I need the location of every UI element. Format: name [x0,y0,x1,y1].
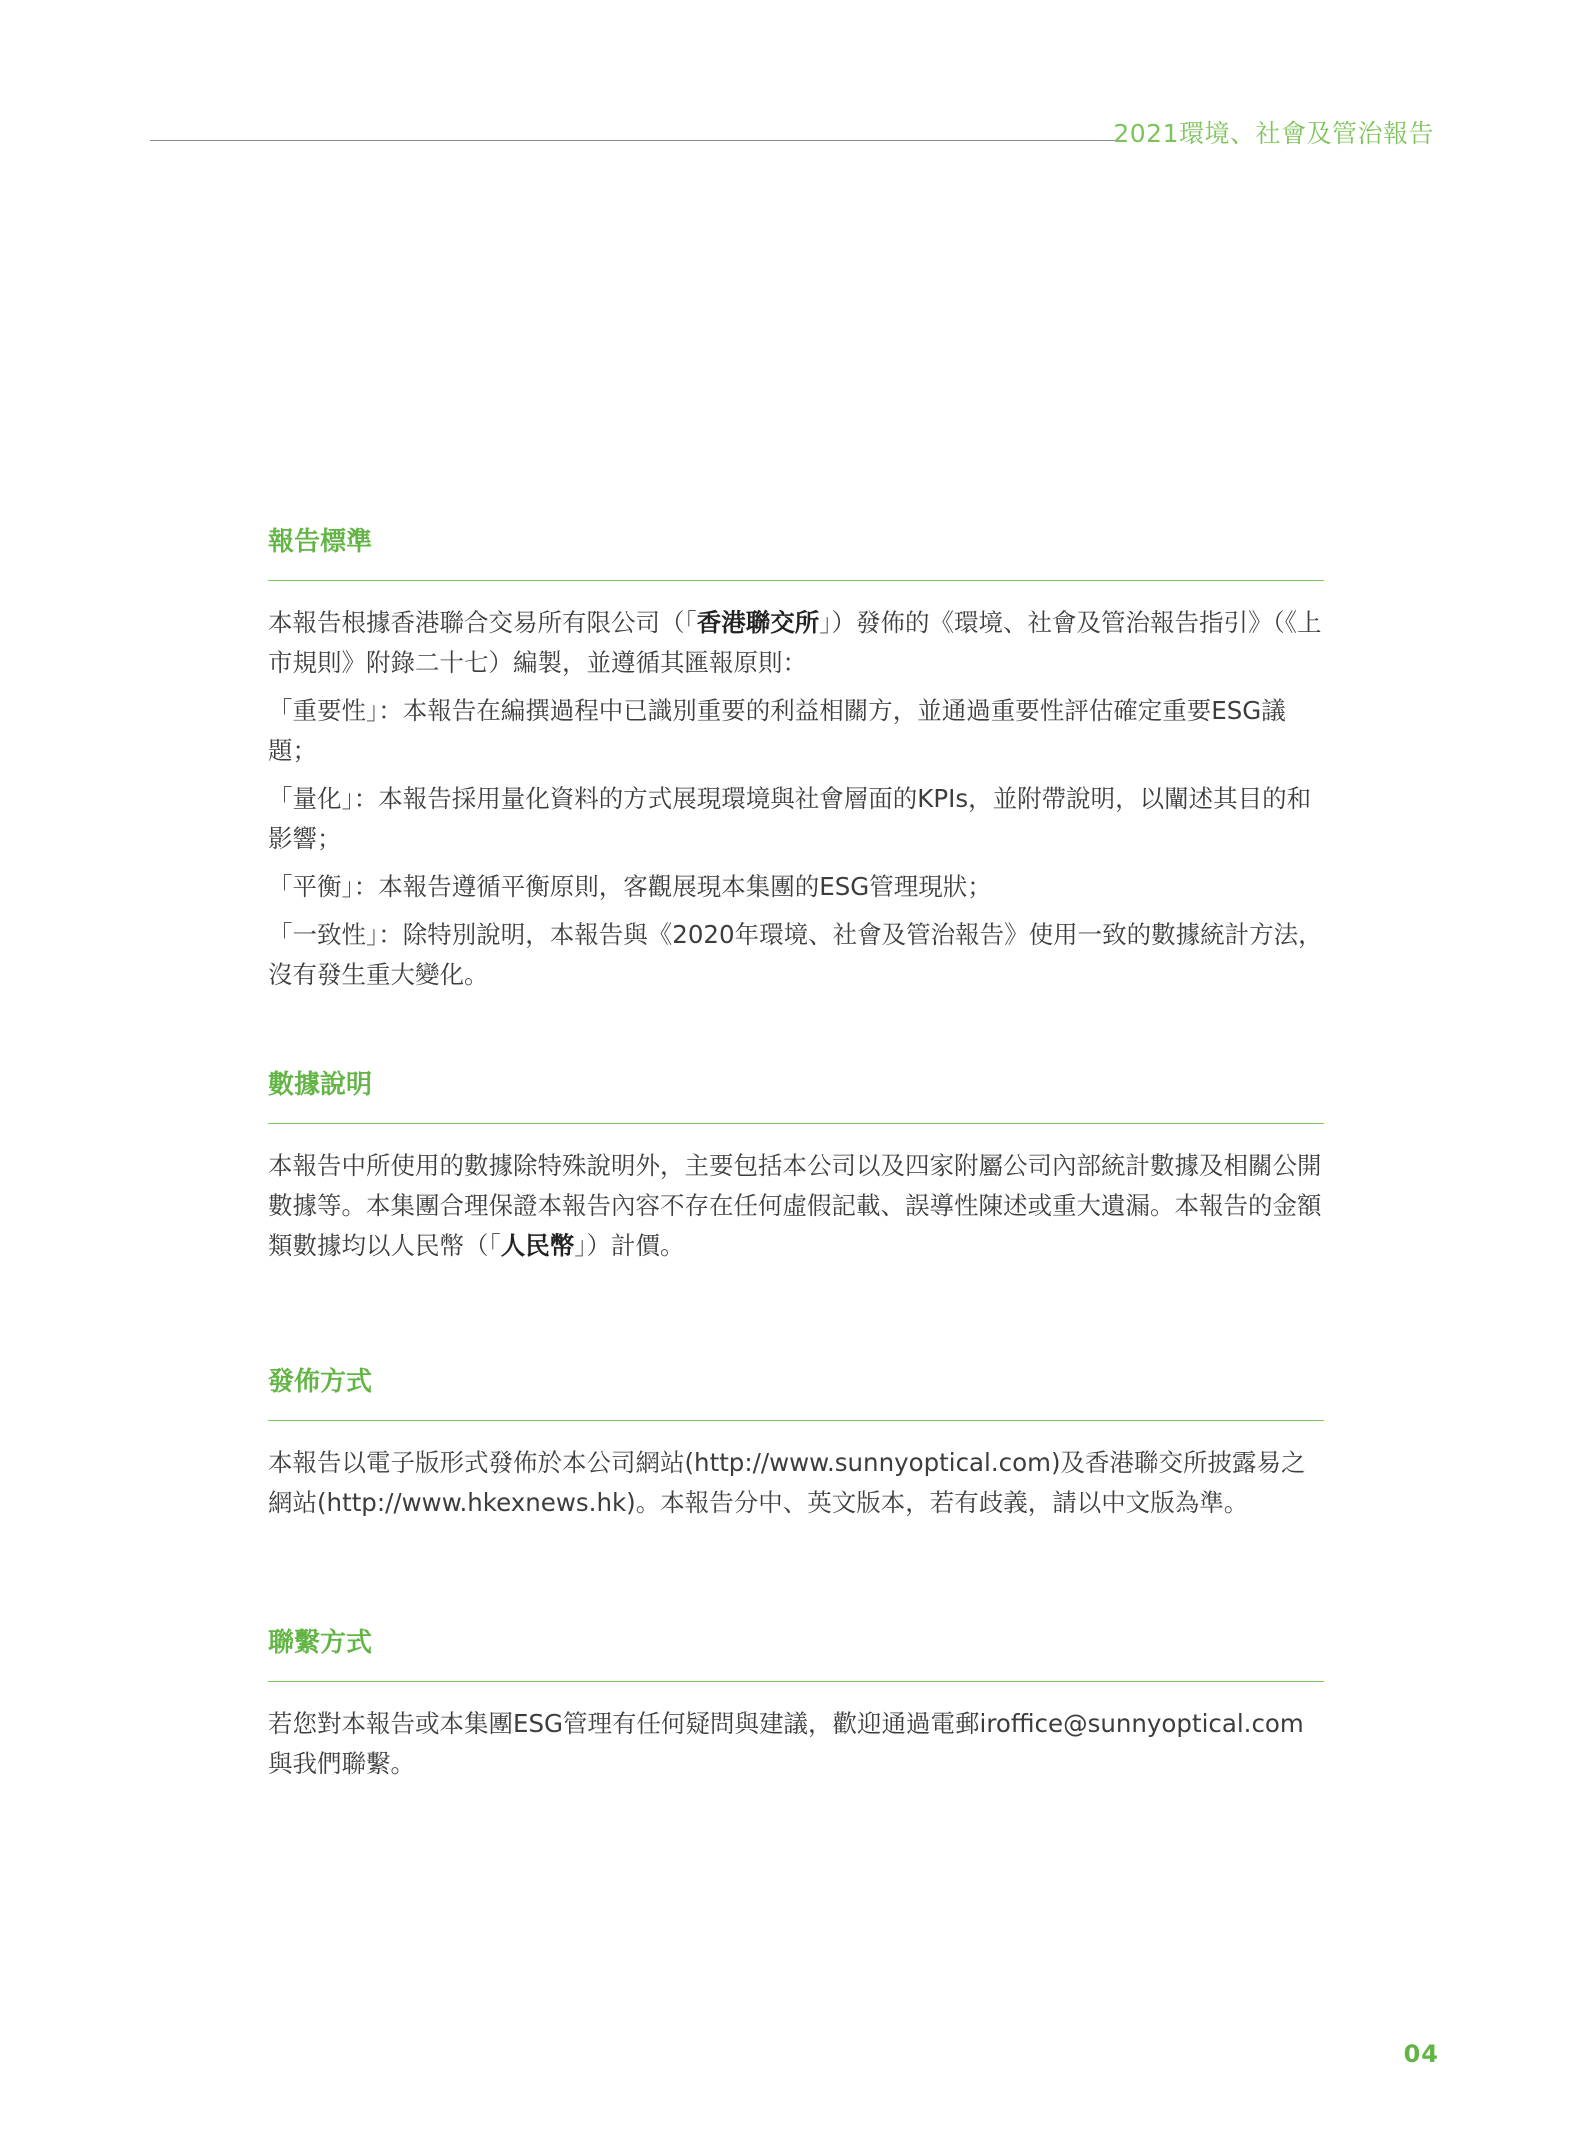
data-description-text [268,1146,1324,1266]
section-contact [268,1623,1324,1784]
section-publication [268,1362,1324,1523]
section-divider [268,1420,1324,1421]
intro-text-post: 」）發佈的《環境、社會及管治報告指引》（《上市規則》附錄二十七）編製，並遵循其匯報原則： [268,608,1322,677]
reporting-standard-intro [268,603,1324,683]
principle-consistency: 「一致性」：除特別說明，本報告與《2020年環境、社會及管治報告》使用一致的數據統計方法，沒有發生重大變化。 [268,920,1323,989]
section-title: 聯繫方式 [268,1628,373,1658]
page-number: 04 [1403,2040,1439,2068]
data-text-bold: 人民幣 [500,1231,575,1260]
header-rule [150,140,1126,141]
data-text-pre: 本報告中所使用的數據除特殊說明外，主要包括本公司以及四家附屬公司內部統計數據及相關公開數據等。本集團合理保證本報告內容不存在任何虛假記載、誤導性陳述或重大遺漏。本報告的金額類數據均以人民幣（「 [268,1151,1322,1260]
contact-text: 若您對本報告或本集團ESG管理有任何疑問與建議，歡迎通過電郵iroffice@sunnyoptical.com與我們聯繫。 [268,1709,1304,1778]
intro-text-bold: 香港聯交所 [696,608,820,637]
section-title: 發佈方式 [268,1367,373,1397]
section-data-description [268,1065,1324,1266]
publication-text: 本報告以電子版形式發佈於本公司網站(http://www.sunnyoptical.com)及香港聯交所披露易之網站(http://www.hkexnews.hk)。本報告分中、英文版本，若有歧義，請以中文版為準。 [268,1448,1306,1517]
section-divider [268,1123,1324,1124]
principle-quantitative: 「量化」：本報告採用量化資料的方式展現環境與社會層面的KPIs，並附帶說明，以闡述其目的和影響； [268,784,1312,853]
report-header-title: 2021環境、社會及管治報告 [1113,119,1434,148]
section-title: 報告標準 [268,527,373,557]
data-text-post: 」）計價。 [574,1231,685,1260]
intro-text-pre: 本報告根據香港聯合交易所有限公司（「 [268,608,697,637]
principle-materiality: 「重要性」：本報告在編撰過程中已識別重要的利益相關方，並通過重要性評估確定重要ESG議題； [268,696,1286,765]
page-content [268,522,1324,1792]
principle-balance: 「平衡」：本報告遵循平衡原則，客觀展現本集團的ESG管理現狀； [268,872,992,901]
section-title: 數據說明 [268,1070,373,1100]
section-reporting-standard [268,522,1324,995]
section-divider [268,580,1324,581]
section-divider [268,1681,1324,1682]
